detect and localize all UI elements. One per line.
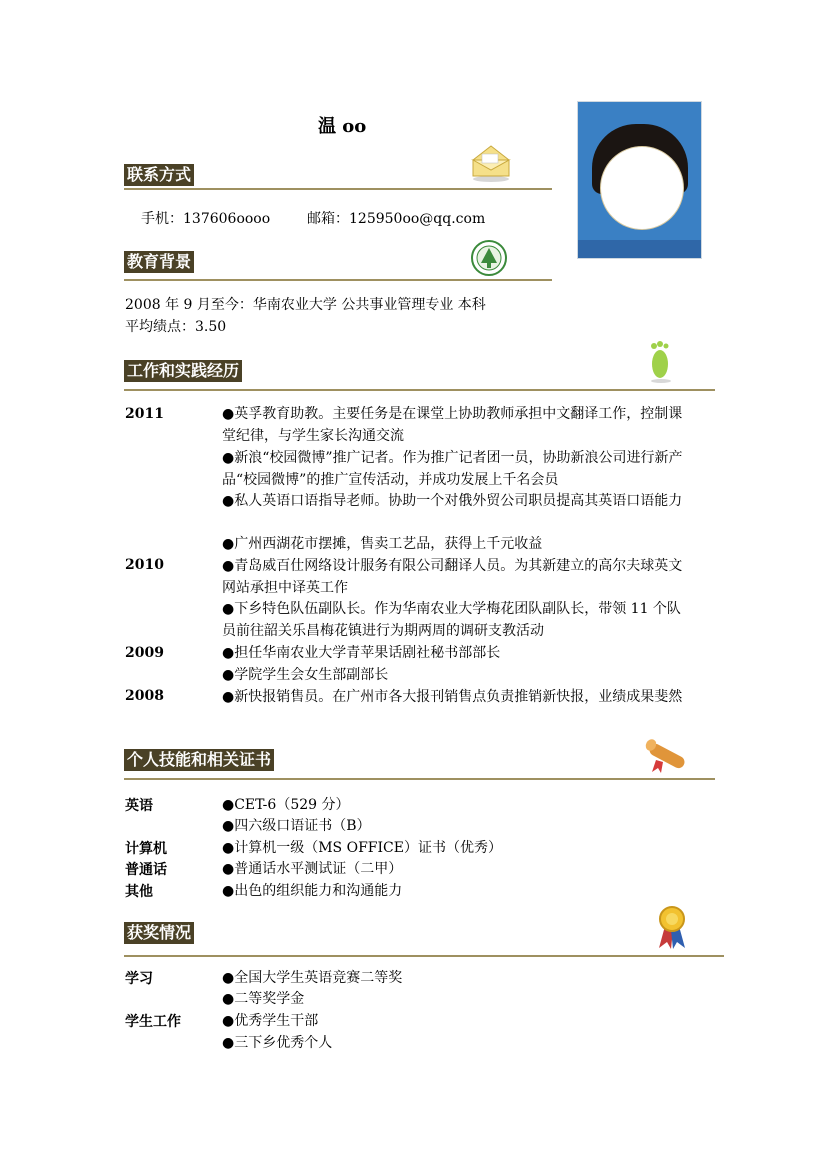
resume-name: 温 oo <box>318 116 367 137</box>
contact-section-title: 联系方式 <box>124 164 194 186</box>
photo-face-mask <box>600 146 684 230</box>
experience-item: ●私人英语口语指导老师。协助一个对俄外贸公司职员提高其英语口语能力 <box>222 493 683 509</box>
profile-photo <box>577 101 702 259</box>
award-label: 学习 <box>125 971 153 987</box>
skills-rule <box>124 778 715 780</box>
envelope-icon <box>468 142 514 184</box>
award-item: ●二等奖学金 <box>222 991 305 1007</box>
skill-item: ●CET-6（529 分） <box>222 797 350 813</box>
skill-label: 计算机 <box>125 841 167 857</box>
experience-item: ●青岛威百仕网络设计服务有限公司翻译人员。为其新建立的高尔夫球英文网站承担中译英工作 <box>222 558 683 596</box>
skills-section-title: 个人技能和相关证书 <box>124 749 274 771</box>
skill-item: ●四六级口语证书（B） <box>222 818 371 834</box>
award-item: ●三下乡优秀个人 <box>222 1035 333 1051</box>
education-rule <box>124 279 552 281</box>
experience-item: ●担任华南农业大学青苹果话剧社秘书部部长 <box>222 645 501 661</box>
award-label: 学生工作 <box>125 1014 181 1030</box>
experience-rule <box>124 389 715 391</box>
contact-phone: 手机：137606oooo <box>141 211 271 227</box>
university-emblem-icon <box>470 239 508 277</box>
experience-year: 2010 <box>125 557 164 573</box>
diploma-scroll-icon <box>642 736 690 776</box>
experience-item: ●学院学生会女生部副部长 <box>222 667 389 683</box>
education-line-1: 2008 年 9 月至今：华南农业大学 公共事业管理专业 本科 <box>125 297 486 313</box>
skill-item: ●普通话水平测试证（二甲） <box>222 861 403 877</box>
skill-label: 普通话 <box>125 862 167 878</box>
experience-item: ●新浪“校园微博”推广记者。作为推广记者团一员，协助新浪公司进行新产品“校园微博”的推广宣传活动，并成功发展上千名会员 <box>222 450 683 488</box>
experience-item: ●下乡特色队伍副队长。作为华南农业大学梅花团队副队长，带领 11 个队员前往韶关乐昌梅花镇进行为期两周的调研支教活动 <box>222 601 681 639</box>
photo-shirt <box>578 240 701 258</box>
award-item: ●优秀学生干部 <box>222 1013 319 1029</box>
experience-year: 2008 <box>125 688 164 704</box>
awards-rule <box>124 955 724 957</box>
contact-rule <box>124 188 552 190</box>
education-line-2: 平均绩点：3.50 <box>125 319 227 335</box>
experience-item: ●新快报销售员。在广州市各大报刊销售点负责推销新快报，业绩成果斐然 <box>222 689 683 705</box>
awards-section-title: 获奖情况 <box>124 922 194 944</box>
skill-label: 英语 <box>125 798 153 814</box>
experience-item: ●广州西湖花市摆摊，售卖工艺品，获得上千元收益 <box>222 536 543 552</box>
footprint-icon <box>646 340 674 384</box>
award-item: ●全国大学生英语竞赛二等奖 <box>222 970 403 986</box>
skill-item: ●计算机一级（MS OFFICE）证书（优秀） <box>222 840 502 856</box>
contact-email: 邮箱：125950oo@qq.com <box>307 211 486 227</box>
education-section-title: 教育背景 <box>124 251 194 273</box>
experience-section-title: 工作和实践经历 <box>124 360 242 382</box>
experience-year: 2011 <box>125 406 164 422</box>
skill-label: 其他 <box>125 884 153 900</box>
experience-item: ●英孚教育助教。主要任务是在课堂上协助教师承担中文翻译工作，控制课堂纪律，与学生家长沟通交流 <box>222 406 683 444</box>
skill-item: ●出色的组织能力和沟通能力 <box>222 883 403 899</box>
medal-icon <box>654 904 690 950</box>
experience-year: 2009 <box>125 645 164 661</box>
